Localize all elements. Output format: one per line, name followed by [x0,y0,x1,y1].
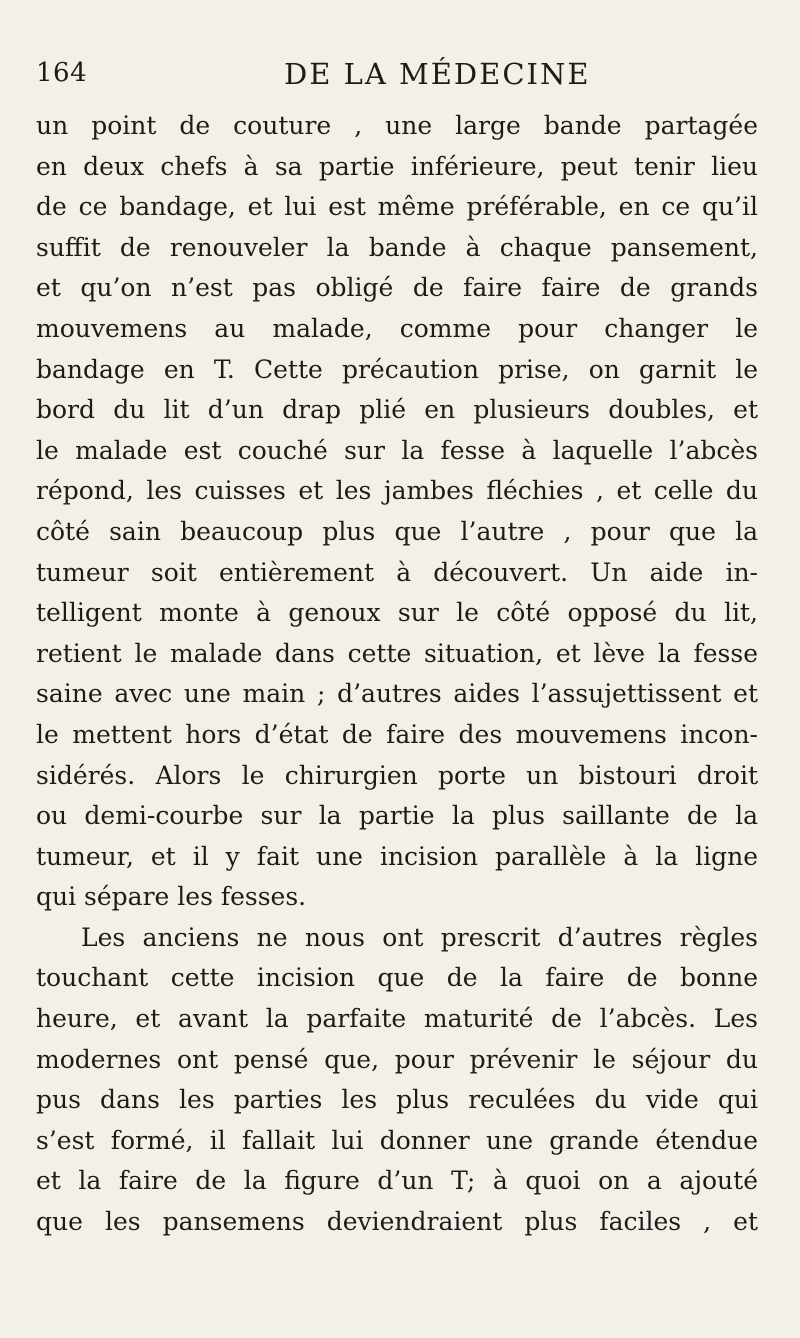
page-header [36,58,758,98]
text-line: bord du lit d’un drap plié en plusieurs doubles, et [36,395,758,425]
text-line: mouvemens au malade, comme pour changer le [36,313,758,343]
text-line: répond, les cuisses et les jambes fléchies , et celle du [36,476,758,506]
text-line: et qu’on n’est pas obligé de faire faire de grands [36,273,758,303]
text-line: le malade est couché sur la fesse à laquelle l’abcès [36,435,758,465]
text-line: de ce bandage, et lui est même préférable, en ce qu’il [36,192,758,222]
text-line: touchant cette incision que de la faire de bonne [36,963,758,993]
text-line: le mettent hors d’état de faire des mouvemens incon- [36,719,758,749]
text-line: saine avec une main ; d’autres aides l’assujettissent et [36,679,758,709]
text-line: côté sain beaucoup plus que l’autre , pour que la [36,516,758,546]
running-head: DE LA MÉDECINE [284,57,591,91]
text-line: retient le malade dans cette situation, et lève la fesse [36,638,758,668]
text-line: sidérés. Alors le chirurgien porte un bistouri droit [36,760,758,790]
text-line: suffit de renouveler la bande à chaque pansement, [36,232,758,262]
text-line: qui sépare les fesses. [36,882,307,912]
text-line: tumeur, et il y fait une incision parallèle à la ligne [36,841,758,871]
text-line: telligent monte à genoux sur le côté opposé du lit, [36,598,758,628]
text-line: modernes ont pensé que, pour prévenir le séjour du [36,1044,758,1074]
body-text [36,106,758,1243]
text-line: en deux chefs à sa partie inférieure, peut tenir lieu [36,151,758,181]
text-line: un point de couture , une large bande partagée [36,111,758,140]
text-line: heure, et avant la parfaite maturité de l’abcès. Les [36,1004,758,1034]
text-line: et la faire de la figure d’un T; à quoi on a ajouté [36,1166,758,1196]
text-line: tumeur soit entièrement à découvert. Un aide in- [36,557,758,587]
text-line: ou demi-courbe sur la partie la plus saillante de la [36,801,758,831]
page-number: 164 [36,58,88,88]
text-line: s’est formé, il fallait lui donner une grande étendue [36,1125,758,1155]
text-line: pus dans les parties les plus reculées du vide qui [36,1085,758,1115]
text-line: bandage en T. Cette précaution prise, on garnit le [36,354,758,384]
text-line: Les anciens ne nous ont prescrit d’autres règles [81,922,758,952]
text-line: que les pansemens deviendraient plus faciles , et [36,1207,758,1237]
